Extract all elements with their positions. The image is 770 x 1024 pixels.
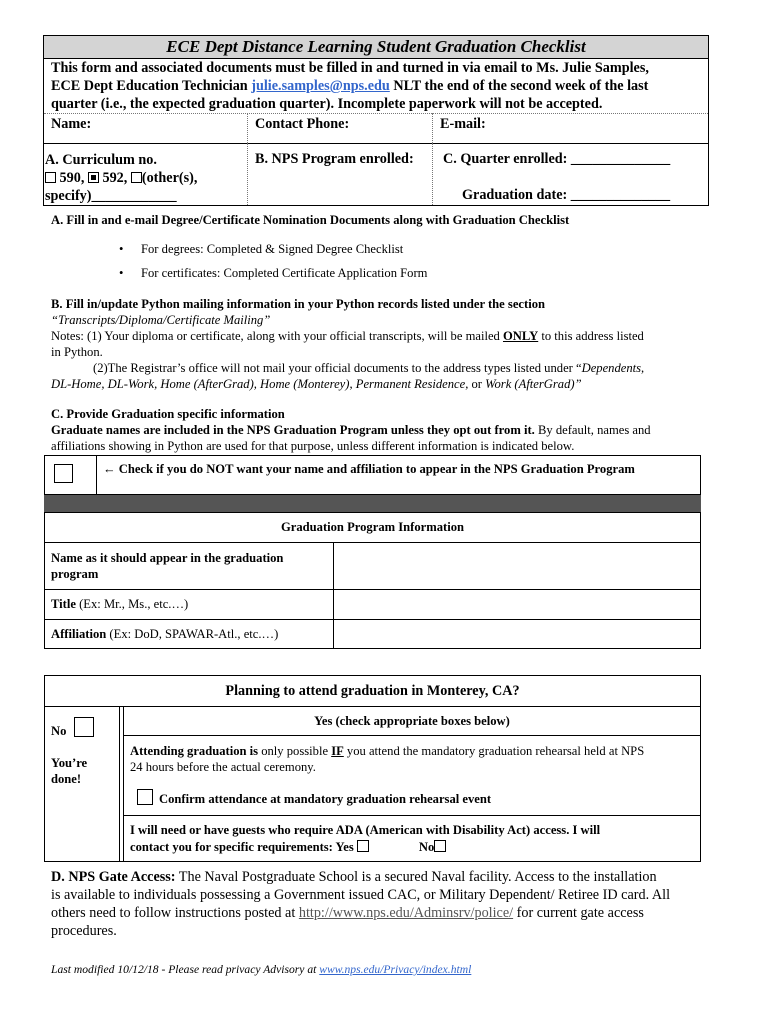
info-col-sep-2 — [432, 143, 433, 205]
ada-row-sep — [123, 815, 701, 816]
section-d-text-1: The Naval Postgraduate School is a secured Naval facility. Access to the installation — [175, 869, 657, 885]
section-c-line1-rest: By default, names and — [534, 423, 651, 437]
note-2-i2: DL-Home, DL-Work, Home (AfterGrad), Home (Monterey), Permanent Residence, — [51, 377, 469, 391]
footer — [51, 963, 471, 976]
curriculum-label: A. Curriculum no. — [45, 152, 157, 168]
yes-row-sep — [123, 735, 701, 736]
curriculum-specify — [45, 187, 245, 205]
program-info-title: Graduation Program Information — [280, 520, 465, 534]
curriculum-options — [45, 169, 245, 187]
police-link[interactable]: http://www.nps.edu/Adminsrv/police/ — [298, 905, 514, 921]
section-c-heading: C. Provide Graduation specific information — [51, 407, 285, 421]
note-1c: in Python. — [51, 345, 103, 359]
name-col-sep-2 — [432, 113, 433, 143]
section-d-line-3 — [51, 904, 721, 922]
title-example: (Ex: Mr., Ms., etc.…) — [75, 597, 189, 611]
checkbox-592[interactable] — [88, 172, 99, 183]
opt-other: (other(s), — [141, 170, 198, 186]
intro-line-3: quarter (i.e., the expected graduation quarter). Incomplete paperwork will not be accepted. — [51, 96, 603, 112]
intro-text — [51, 59, 706, 113]
section-c-intro — [51, 406, 721, 454]
section-a-heading: A. Fill in and e-mail Degree/Certificate Nomination Documents along with Graduation Checklist — [51, 213, 570, 227]
attend-text — [130, 743, 700, 775]
title-label-bold: Title — [51, 597, 76, 611]
grad-date-label[interactable]: Graduation date: ______________ — [462, 187, 671, 203]
confirm-checkbox[interactable] — [137, 789, 153, 805]
attendance-double-sep — [119, 706, 124, 862]
info-col-sep-1 — [247, 143, 248, 205]
name-label: Name: — [51, 116, 92, 132]
done-1: You’re — [51, 756, 88, 770]
no-label: No — [51, 724, 67, 738]
opt-590: 590, — [59, 170, 85, 186]
attendance-row-top — [44, 706, 701, 707]
grad-affil-field[interactable] — [334, 620, 700, 649]
grad-name-field[interactable] — [334, 543, 700, 589]
optout-checkbox[interactable] — [54, 464, 73, 483]
note-1 — [51, 328, 721, 344]
form-title: ECE Dept Distance Learning Student Graduation Checklist — [166, 37, 586, 56]
note-1b: to this address listed — [538, 329, 644, 343]
section-b-heading: B. Fill in/update Python mailing information in your Python records listed under the section — [51, 297, 545, 311]
note-2a: (2)The Registrar’s office will not mail your official documents to the address types listed under “ — [93, 361, 582, 375]
note-2 — [51, 360, 721, 376]
intro-line-2a: ECE Dept Education Technician — [51, 78, 252, 94]
section-d-text-3a: others need to follow instructions posted at — [51, 905, 299, 921]
checkbox-590[interactable] — [45, 172, 56, 183]
section-d-line-4: procedures. — [51, 923, 117, 939]
section-c-line1-bold: Graduate names are included in the NPS Graduation Program unless they opt out from it. — [51, 423, 535, 437]
note-2-or: or — [468, 377, 486, 391]
confirm-label: Confirm attendance at mandatory graduation rehearsal event — [159, 792, 492, 806]
name-row-top — [44, 113, 708, 114]
opt-592: 592, — [102, 170, 128, 186]
bullet-degrees: • For degrees: Completed & Signed Degree Checklist — [141, 237, 427, 261]
email-label: E-mail: — [440, 116, 486, 132]
ada-yes-checkbox[interactable] — [357, 840, 369, 852]
bullet-certificates: • For certificates: Completed Certificate Application Form — [141, 261, 427, 285]
section-b — [51, 296, 721, 392]
section-d-line-1 — [51, 868, 721, 886]
section-d — [51, 868, 721, 940]
section-c-line2: affiliations showing in Python are used for that purpose, unless different information is indicated below. — [51, 439, 575, 453]
specify-blank[interactable]: ____________ — [91, 188, 177, 204]
attend-line-1 — [130, 743, 700, 759]
intro-line-2 — [51, 77, 706, 95]
grad-name-label-2: program — [51, 567, 99, 581]
intro-line-1: This form and associated documents must be filled in and turned in via email to Ms. Julie Samples, — [51, 60, 649, 76]
section-c-line1 — [51, 422, 721, 438]
attend-rest-a: only possible — [258, 744, 332, 758]
attend-rest-b: you attend the mandatory graduation rehearsal held at NPS — [343, 744, 645, 758]
program-info-header-bar — [44, 495, 701, 512]
quarter-label[interactable]: C. Quarter enrolled: ______________ — [443, 151, 671, 167]
affil-example: (Ex: DoD, SPAWAR-Atl., etc.…) — [106, 627, 279, 641]
affil-label-bold: Affiliation — [51, 627, 107, 641]
program-label: B. NPS Program enrolled: — [255, 151, 414, 167]
ada-no-checkbox[interactable] — [434, 840, 446, 852]
section-d-line-2: is available to individuals possessing a Government issued CAC, or Military Dependent/ Retiree ID card. All — [51, 887, 671, 903]
attend-if: IF — [331, 744, 344, 758]
grad-affil-label — [51, 627, 278, 642]
attendance-question: Planning to attend graduation in Monterey, CA? — [225, 683, 520, 699]
attend-bold: Attending graduation is — [130, 744, 259, 758]
attend-line-2: 24 hours before the actual ceremony. — [130, 760, 316, 774]
ada-yes-label: contact you for specific requirements: Yes — [130, 840, 354, 854]
done-2: done! — [51, 772, 82, 786]
optout-label: ← Check if you do NOT want your name and affiliation to appear in the NPS Graduation Program — [103, 462, 635, 476]
footer-text: Last modified 10/12/18 - Please read privacy Advisory at — [51, 963, 320, 976]
ada-line-2 — [130, 839, 700, 856]
note-2-i1: Dependents, — [581, 361, 645, 375]
grad-title-field[interactable] — [334, 590, 700, 619]
name-col-sep-1 — [247, 113, 248, 143]
ada-no-label: No — [418, 840, 435, 854]
info-row-top — [44, 143, 708, 144]
yes-label: Yes (check appropriate boxes below) — [314, 714, 510, 728]
phone-label: Contact Phone: — [255, 116, 350, 132]
section-d-heading: D. NPS Gate Access: — [51, 869, 176, 885]
grad-name-label — [51, 550, 283, 582]
section-a-list — [141, 237, 427, 285]
section-d-text-3b: for current gate access — [513, 905, 644, 921]
optout-sep — [96, 455, 97, 495]
no-checkbox[interactable] — [74, 717, 94, 737]
section-b-subheading: “Transcripts/Diploma/Certificate Mailing” — [51, 313, 271, 327]
checkbox-other[interactable] — [131, 172, 142, 183]
privacy-link[interactable]: www.nps.edu/Privacy/index.html — [319, 963, 472, 976]
opt-specify: specify) — [45, 188, 92, 204]
grad-name-label-1: Name as it should appear in the graduation — [51, 551, 284, 565]
ada-line-1: I will need or have guests who require ADA (American with Disability Act) access. I will — [130, 823, 601, 837]
ada-text — [130, 822, 700, 856]
note-1-only: ONLY — [502, 329, 539, 343]
note-1a: Notes: (1) Your diploma or certificate, along with your official transcripts, will be mailed — [51, 329, 503, 343]
note-2-line2 — [51, 376, 721, 392]
intro-line-2b: NLT the end of the second week of the last — [389, 78, 649, 94]
grad-title-label — [51, 597, 188, 612]
email-link[interactable]: julie.samples@nps.edu — [251, 78, 390, 94]
done-label — [51, 755, 87, 787]
note-2-i3: Work (AfterGrad)” — [485, 377, 582, 391]
curriculum-block — [45, 151, 245, 205]
